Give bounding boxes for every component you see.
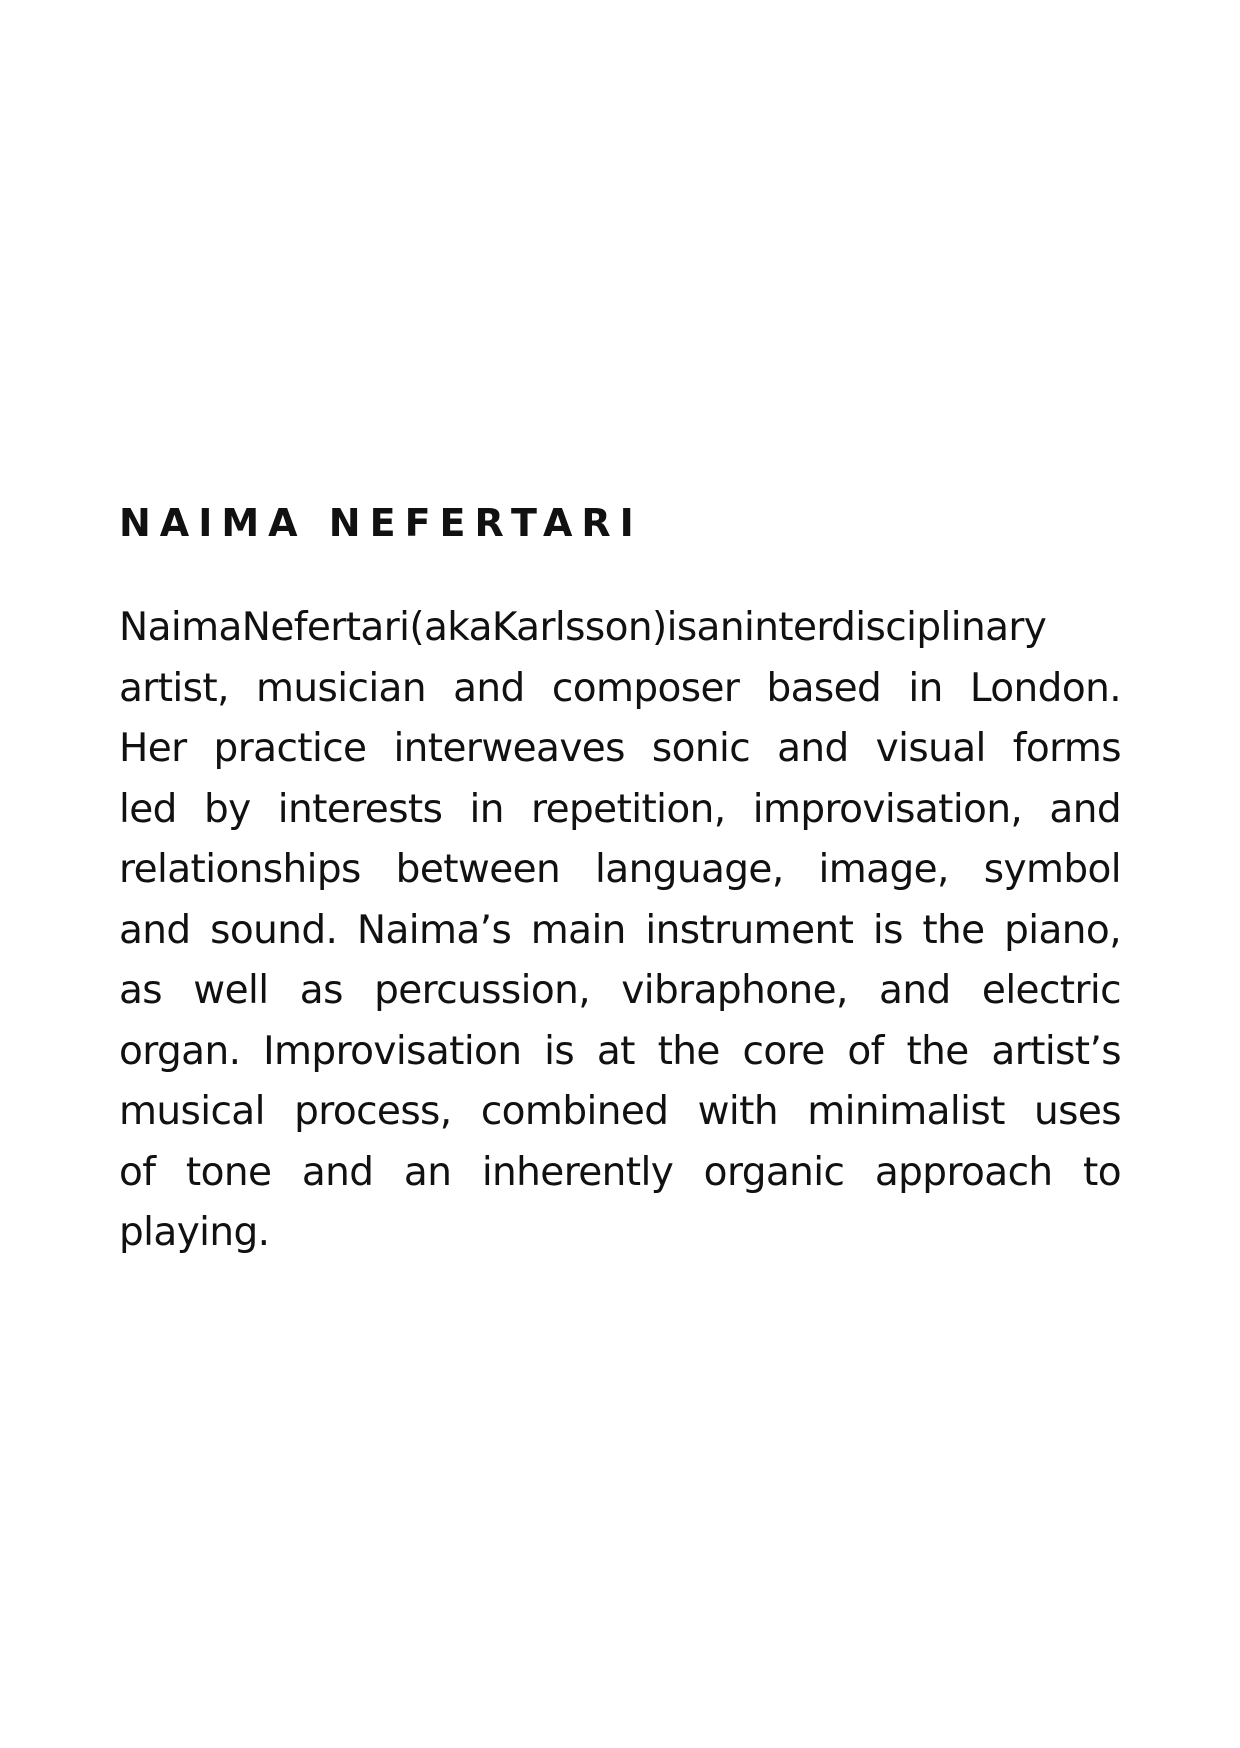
bio-section [119, 500, 1121, 1264]
bio-line: artist, musician and composer based in London. [119, 665, 1121, 711]
bio-line: led by interests in repetition, improvisation, and [119, 786, 1121, 832]
bio-line: relationships between language, image, symbol [119, 847, 1121, 892]
bio-line: Her practice interweaves sonic and visual forms [119, 726, 1121, 771]
bio-line: NaimaNefertari(akaKarlsson)isaninterdisciplinary [119, 605, 1047, 650]
bio-line: as well as percussion, vibraphone, and electric [119, 968, 1121, 1013]
bio-line: organ. Improvisation is at the core of the artist’s [119, 1028, 1121, 1074]
bio-line: playing. [119, 1210, 270, 1255]
bio-line: musical process, combined with minimalist uses [119, 1089, 1121, 1134]
artist-bio-paragraph [119, 598, 1121, 1264]
bio-line: of tone and an inherently organic approach to [119, 1149, 1121, 1195]
artist-name-heading: NAIMA NEFERTARI [119, 501, 643, 545]
bio-line: and sound. Naima’s main instrument is the piano, [119, 907, 1121, 953]
